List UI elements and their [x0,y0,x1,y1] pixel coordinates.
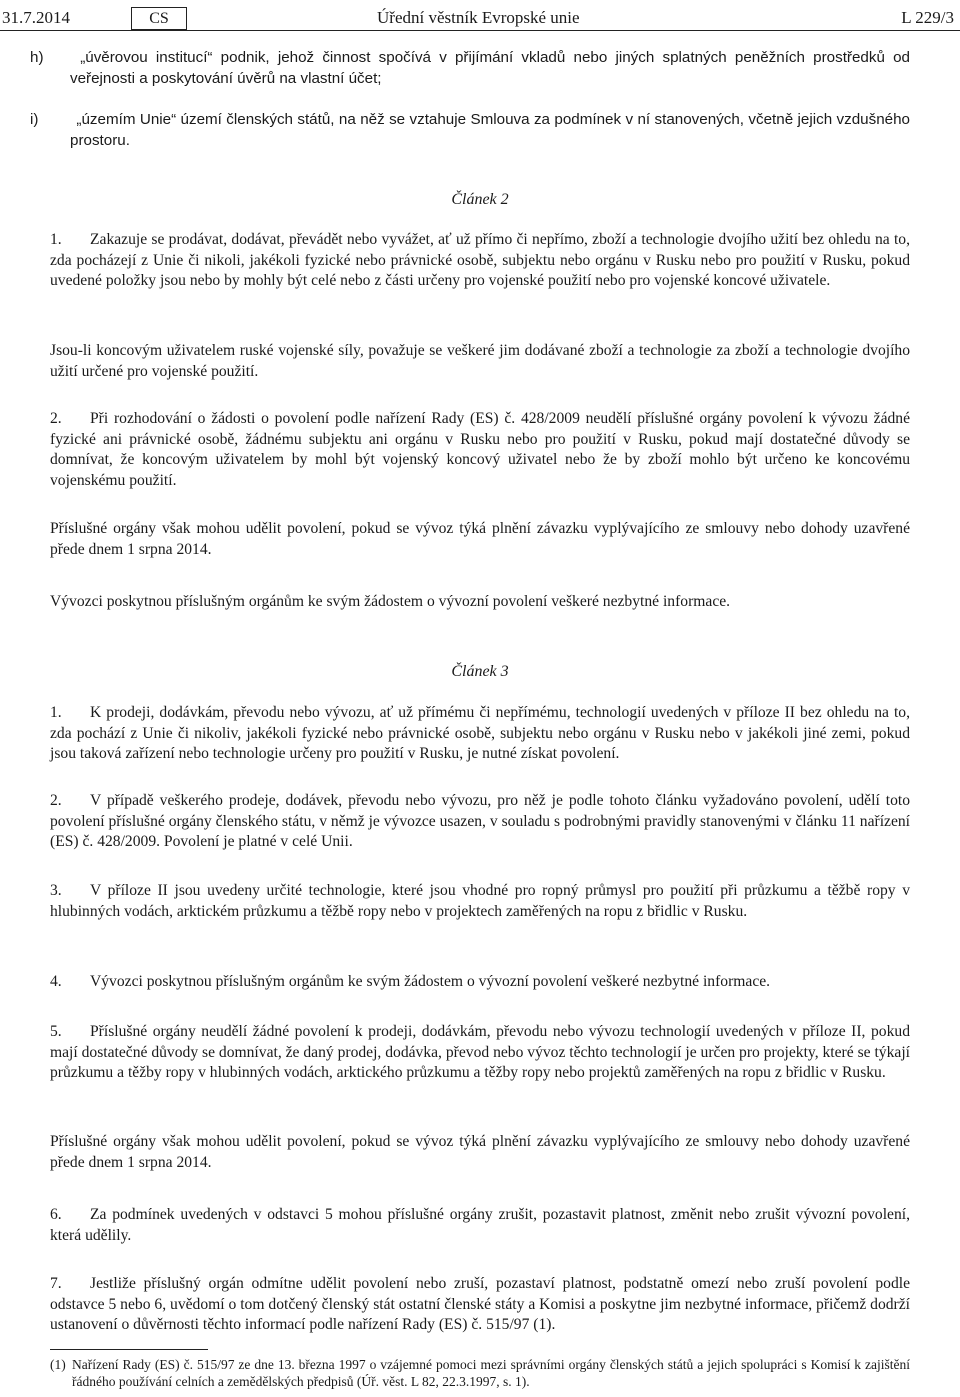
language-code-box: CS [131,7,187,30]
paragraph-text: Za podmínek uvedených v odstavci 5 mohou příslušné orgány zrušit, pozastavit platnost, změnit nebo zrušit vývozní povolení, která udělily. [50,1206,910,1244]
paragraph-text: Jestliže příslušný orgán odmítne udělit povolení nebo zruší, pozastaví platnost, podstatně omezí nebo zruší povolení podle odstavce 5 nebo 6, uvědomí o tom dotčený členský stát ostatní členské státy a Komisi a poskytne jim nezbytné informace, přičemž dodrží ustanovení o důvěrnosti těchto informací podle nařízení Rady (ES) č. 515/97 [50,1275,910,1334]
art3-paragraph-2 [50,791,910,853]
footnote-text: Nařízení Rady (ES) č. 515/97 ze dne 13. března 1997 o vzájemné pomoci mezi správními orgány členských států a jejich spolupráci s Komisí k zajištění řádného používání celních a zemědělských předpisů (Úř. věst. L 82, 22.3.1997, s. 1). [72,1357,910,1389]
paragraph-number: 7. [50,1275,62,1292]
paragraph-text: Při rozhodování o žádosti o povolení podle nařízení Rady (ES) č. 428/2009 neudělí příslušné orgány povolení k vývozu žádné fyzické ani právnické osobě, žádnému subjektu ani orgánu v Rusku nebo pro použití v Rusku, pokud mají dostatečné důvody se domnívat, že koncovým uživatelem by mohl být vojenský koncový uživatel nebo že by zboží mohlo být určeno ke koncovému vojenskému použití. [50,410,910,489]
definition-i [30,110,910,151]
paragraph-text: Zakazuje se prodávat, dodávat, převádět nebo vyvážet, ať už přímo či nepřímo, zboží a technologie dvojího užití bez ohledu na to, zda pocházejí z Unie či nikoli, jakékoli fyzické nebo právnické osobě, subjektu nebo orgánu v Rusku nebo pro použití v Rusku, pokud uvedené položky jsou nebo by mohly být celé nebo z části určeny pro vojenské použití nebo pro vojenské koncové uživatele. [50,231,910,290]
header-rule [0,30,960,31]
paragraph-number: 3. [50,882,62,899]
art3-paragraph-3 [50,881,910,922]
art2-paragraph-1b: Jsou-li koncovým uživatelem ruské vojenské síly, považuje se veškeré jim dodávané zboží a technologie za zboží a technologie dvojího užití určené pro vojenské použití. [50,342,910,380]
definition-label: h) [30,49,44,66]
footnote-rule [50,1349,208,1350]
paragraph-number: 1. [50,704,62,721]
article-2-heading: Článek 2 [451,191,509,208]
paragraph-number: 1. [50,231,62,248]
sentence-end: . [551,1316,556,1334]
paragraph-number: 2. [50,410,62,427]
paragraph-text: V příloze II jsou uvedeny určité technologie, které jsou vhodné pro ropný průmysl pro použití při průzkumu a těžbě ropy v hlubinných vodách, arktickém průzkumu a těžbě ropy nebo v projektech zaměřených na ropu z břidlic v Rusku. [50,882,910,920]
art2-paragraph-2b: Příslušné orgány však mohou udělit povolení, pokud se vývoz týká plnění závazku vyplývajícího ze smlouvy nebo dohody uzavřené přede dnem 1 srpna 2014. [50,520,910,558]
definition-h [30,48,910,89]
footnote-reference[interactable]: (1) [533,1316,552,1334]
art3-paragraph-4 [50,972,910,993]
art3-paragraph-7 [50,1274,910,1336]
paragraph-text: Příslušné orgány neudělí žádné povolení k prodeji, dodávkám, převodu nebo vývozu technologií uvedených v příloze II, pokud mají dostatečné důvody se domnívat, že daný prodej, dodávka, převod nebo vývoz těchto technologií je určen pro projekty, které se týkají průzkumu a těžby ropy v hlubinných vodách, arktického průzkumu a těžby ropy nebo projektů zaměřených na ropu z břidlic v Rusku. [50,1023,910,1082]
publication-date: 31.7.2014 [2,8,70,27]
art2-paragraph-1 [50,230,910,292]
art3-paragraph-6 [50,1205,910,1246]
definition-text: „územím Unie“ území členských států, na něž se vztahuje Smlouva za podmínek v ní stanovených, včetně jejich vzdušného prostoru. [70,111,910,149]
art3-paragraph-5 [50,1022,910,1084]
definition-label: i) [30,111,39,128]
paragraph-number: 5. [50,1023,62,1040]
article-3-heading: Článek 3 [451,663,509,680]
footnote [50,1356,910,1390]
art3-paragraph-5b: Příslušné orgány však mohou udělit povolení, pokud se vývoz týká plnění závazku vyplývajícího ze smlouvy nebo dohody uzavřené přede dnem 1 srpna 2014. [50,1133,910,1171]
definition-text: „úvěrovou institucí“ podnik, jehož činnost spočívá v přijímání vkladů nebo jiných splatných peněžních prostředků od veřejnosti a poskytování úvěrů na vlastní účet; [70,49,910,87]
page-number: L 229/3 [901,8,954,27]
footnote-label: (1) [50,1357,66,1372]
paragraph-text: V případě veškerého prodeje, dodávek, převodu nebo vývozu, pro něž je podle tohoto článku vyžadováno povolení, udělí toto povolení příslušné orgány členského státu, v němž je vývozce usazen, v souladu s podrobnými pravidly stanovenými v článku 11 nařízení (ES) č. 428/2009. Povolení je platné v celé Unii. [50,792,910,851]
journal-title: Úřední věstník Evropské unie [377,8,580,27]
paragraph-number: 2. [50,792,62,809]
paragraph-text: Vývozci poskytnou příslušným orgánům ke svým žádostem o vývozní povolení veškeré nezbytné informace. [90,973,771,990]
art3-paragraph-1 [50,703,910,765]
art2-paragraph-2c: Vývozci poskytnou příslušným orgánům ke svým žádostem o vývozní povolení veškeré nezbytné informace. [50,593,731,610]
page-header [2,4,954,30]
paragraph-number: 4. [50,973,62,990]
paragraph-number: 6. [50,1206,62,1223]
art2-paragraph-2 [50,409,910,491]
paragraph-text: K prodeji, dodávkám, převodu nebo vývozu, ať už přímému či nepřímému, technologií uvedených v příloze II bez ohledu na to, zda pochází z Unie či nikoliv, jakékoli fyzické nebo právnické osobě, subjektu nebo orgánu v Rusku nebo v jakékoli jiné zemi, pokud jsou taková zařízení nebo technologie určeny pro použití v Rusku, je nutné získat povolení. [50,704,910,763]
